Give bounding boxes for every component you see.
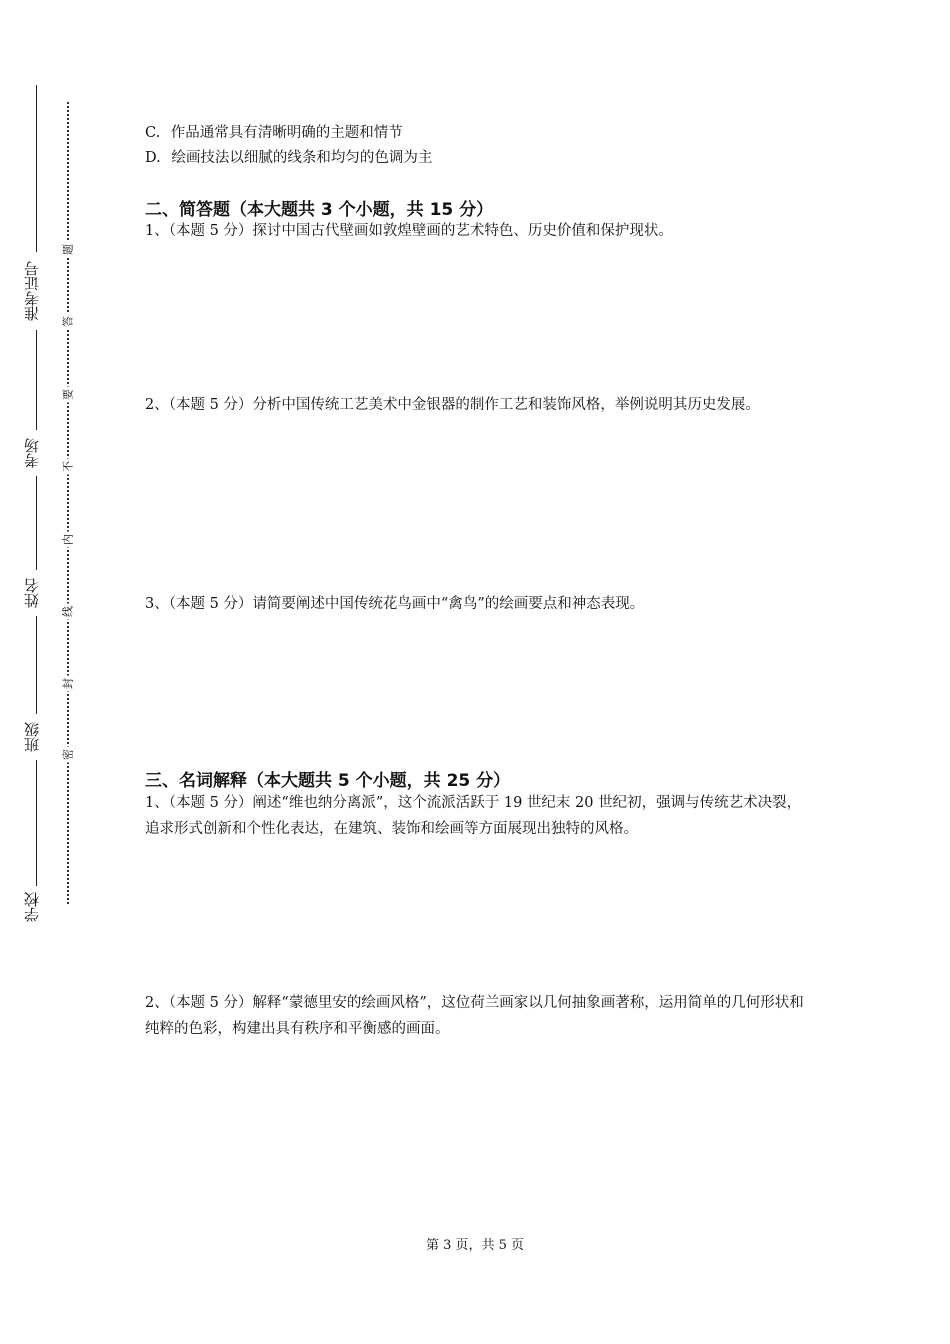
option-text: 作品通常具有清晰明确的主题和情节 (170, 125, 403, 141)
class-label: 班级 (23, 722, 41, 752)
seal-char: 内 (62, 532, 75, 548)
seal-char: 封 (62, 676, 75, 692)
exam-number-label: 准考证号 (23, 261, 41, 321)
question-item: 1、（本题 5 分）阐述“维也纳分离派”，这个流派活跃于 19 世纪末 20 世纪初，强调与传统艺术决裂，追求形式创新和个性化表达，在建筑、装饰和绘画等方面展现出独特的风格。 (145, 795, 802, 837)
exam-room-label: 考场 (23, 438, 41, 468)
school-label: 学校 (23, 892, 41, 922)
seal-char: 线 (62, 604, 75, 620)
seal-char: 要 (62, 387, 75, 403)
binding-line (36, 760, 37, 886)
seal-char: 答 (62, 314, 75, 330)
question-item: 2、（本题 5 分）解释“蒙德里安的绘画风格”，这位荷兰画家以几何抽象画著称，运用简单的几何形状和纯粹的色彩，构建出具有秩序和平衡感的画面。 (145, 995, 804, 1037)
option-letter: D. (145, 150, 161, 166)
seal-char: 密 (62, 747, 75, 763)
binding-line (36, 616, 37, 714)
page-number: 第 3 页，共 5 页 (425, 1238, 525, 1253)
section3-title: 三、名词解释（本大题共 5 个小题，共 25 分） (145, 771, 511, 791)
name-label: 姓名 (23, 578, 41, 608)
seal-char: 题 (62, 242, 75, 258)
question-item: 2、（本题 5 分）分析中国传统工艺美术中金银器的制作工艺和装饰风格，举例说明其历史发展。 (145, 397, 760, 413)
seal-dotted-line (67, 102, 69, 904)
binding-line (36, 330, 37, 430)
question-item: 1、（本题 5 分）探讨中国古代壁画如敦煌壁画的艺术特色、历史价值和保护现状。 (145, 223, 673, 239)
option-text: 绘画技法以细腻的线条和均匀的色调为主 (171, 150, 433, 166)
question-item: 3、（本题 5 分）请简要阐述中国传统花鸟画中“禽鸟”的绘画要点和神态表现。 (145, 596, 645, 612)
binding-line (36, 85, 37, 252)
option-c (145, 121, 403, 142)
section2-title: 二、简答题（本大题共 3 个小题，共 15 分） (145, 200, 494, 220)
seal-char: 不 (62, 459, 75, 475)
option-letter: C. (145, 125, 161, 141)
option-d (145, 146, 432, 167)
binding-line (36, 476, 37, 570)
